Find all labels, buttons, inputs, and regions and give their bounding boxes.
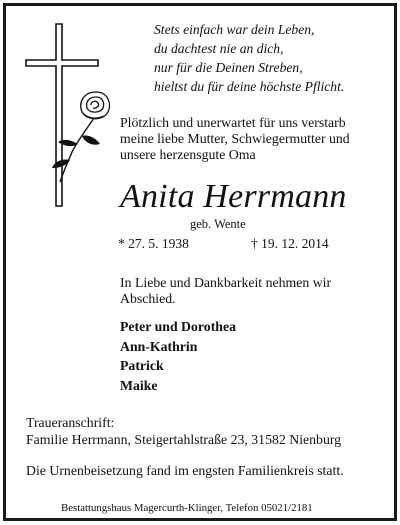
poem — [154, 20, 390, 96]
address-label: Traueranschrift: — [26, 415, 115, 430]
mourners-list — [120, 317, 236, 395]
poem-line: du dachtest nie an dich, — [154, 41, 284, 56]
mourning-address — [26, 414, 391, 448]
mourner-name: Peter und Dorothea — [120, 319, 236, 334]
deceased-name: Anita Herrmann — [120, 178, 347, 215]
thanks-line: Abschied. — [120, 291, 176, 306]
poem-line: Stets einfach war dein Leben, — [154, 22, 315, 37]
mourner-name: Patrick — [120, 358, 164, 373]
address-value: Familie Herrmann, Steigertahlstraße 23, 31582 Nienburg — [26, 432, 342, 447]
intro-text — [120, 115, 392, 163]
mourner-name: Maike — [120, 377, 158, 393]
intro-line: Plötzlich und unerwartet für uns verstarb — [120, 115, 346, 130]
intro-line: unsere herzensgute Oma — [120, 147, 256, 162]
obituary-notice — [3, 3, 397, 521]
thanks-text — [120, 275, 390, 307]
intro-line: meine liebe Mutter, Schwiegermutter und — [120, 131, 350, 146]
death-date: † 19. 12. 2014 — [251, 236, 329, 251]
poem-line: nur für die Deinen Streben, — [154, 60, 303, 75]
poem-line: hieltst du für deine höchste Pflicht. — [154, 79, 345, 94]
maiden-name: geb. Wente — [190, 217, 246, 231]
funeral-home-footer: Bestattungshaus Magercurth-Klinger, Telefon 05021/2181 — [61, 502, 313, 514]
burial-note: Die Urnenbeisetzung fand im engsten Familienkreis statt. — [26, 463, 344, 478]
birth-date: * 27. 5. 1938 — [118, 236, 189, 251]
mourner-name: Ann-Kathrin — [120, 338, 198, 354]
thanks-line: In Liebe und Dankbarkeit nehmen wir — [120, 275, 332, 290]
cross-with-rose-icon — [24, 20, 114, 210]
